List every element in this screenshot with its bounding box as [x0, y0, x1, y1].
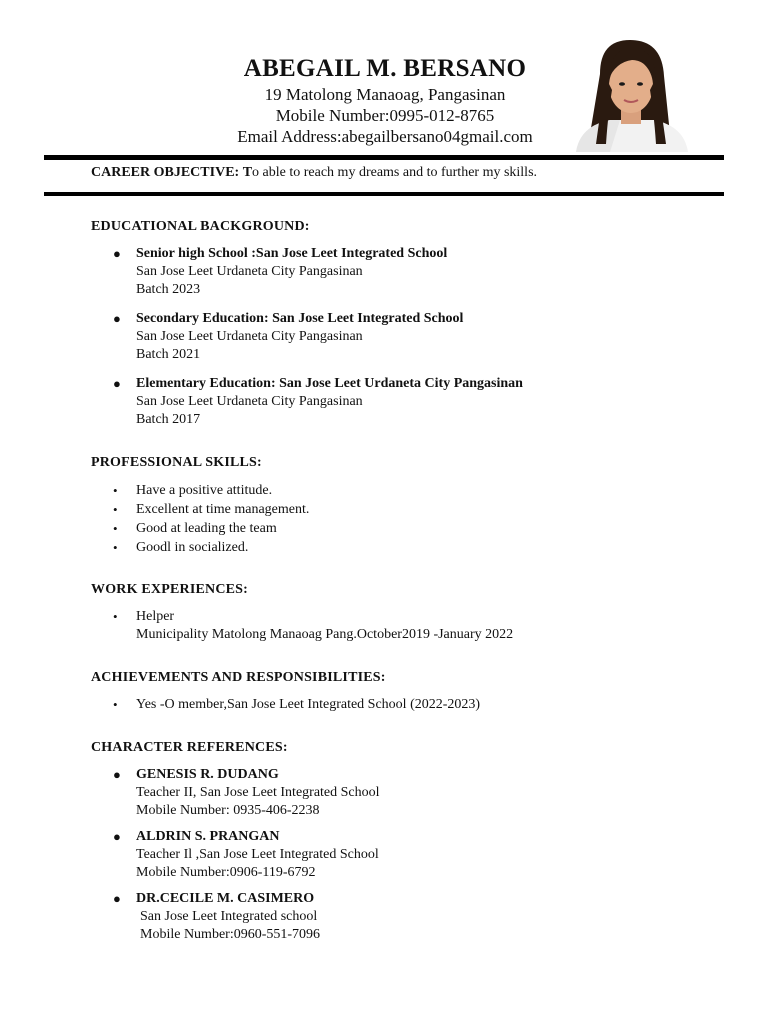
- education-list: [113, 245, 713, 440]
- education-location: San Jose Leet Urdaneta City Pangasinan: [136, 329, 363, 344]
- list-item: [113, 608, 713, 644]
- education-heading: Secondary Education: San Jose Leet Integrated School: [136, 311, 464, 326]
- reference-line2: Mobile Number:0906-119-6792: [136, 865, 316, 880]
- applicant-name: ABEGAIL M. BERSANO: [243, 55, 527, 82]
- list-item: [113, 890, 713, 944]
- objective-label: CAREER OBJECTIVE:: [91, 165, 240, 180]
- list-item: • Have a positive attitude.: [113, 483, 273, 498]
- reference-line1: Teacher II, San Jose Leet Integrated School: [136, 785, 380, 800]
- list-item: • Excellent at time management.: [113, 502, 310, 517]
- portrait-image: [570, 34, 694, 152]
- bullet-icon: ●: [113, 829, 121, 844]
- skills-title: PROFESSIONAL SKILLS:: [91, 455, 262, 470]
- objective-first-letter: T: [242, 165, 253, 180]
- list-item: [113, 310, 713, 364]
- list-item: • Yes -O member,San Jose Leet Integrated School (2022-2023): [113, 697, 481, 712]
- reference-line1: San Jose Leet Integrated school: [140, 909, 318, 924]
- references-title: CHARACTER REFERENCES:: [91, 740, 288, 755]
- bullet-icon: •: [113, 502, 118, 517]
- work-detail: Municipality Matolong Manaoag Pang.October2019 -January 2022: [136, 627, 514, 642]
- reference-line2: Mobile Number: 0935-406-2238: [136, 803, 320, 818]
- reference-name: GENESIS R. DUDANG: [136, 767, 279, 782]
- mobile-number: Mobile Number:0995-012-8765: [275, 106, 495, 125]
- bullet-icon: ●: [113, 311, 121, 326]
- address: 19 Matolong Manaoag, Pangasinan: [264, 85, 506, 104]
- achievements-title: ACHIEVEMENTS AND RESPONSIBILITIES:: [91, 670, 386, 685]
- skills-list: [113, 481, 713, 557]
- references-list: [113, 766, 713, 952]
- profile-photo: [570, 34, 694, 152]
- bottom-divider: [44, 192, 724, 196]
- bullet-icon: •: [113, 609, 118, 624]
- education-location: San Jose Leet Urdaneta City Pangasinan: [136, 394, 363, 409]
- list-item: [113, 245, 713, 299]
- bullet-icon: ●: [113, 767, 121, 782]
- reference-name: ALDRIN S. PRANGAN: [136, 829, 280, 844]
- education-location: San Jose Leet Urdaneta City Pangasinan: [136, 264, 363, 279]
- education-batch: Batch 2021: [136, 347, 201, 362]
- reference-line1: Teacher Il ,San Jose Leet Integrated School: [136, 847, 379, 862]
- bullet-icon: •: [113, 521, 118, 536]
- top-divider: [44, 155, 724, 160]
- bullet-icon: •: [113, 540, 118, 555]
- list-item: • Goodl in socialized.: [113, 540, 249, 555]
- work-role: Helper: [136, 609, 175, 624]
- list-item: • Good at leading the team: [113, 521, 277, 536]
- work-title: WORK EXPERIENCES:: [91, 582, 249, 597]
- reference-name: DR.CECILE M. CASIMERO: [136, 891, 315, 906]
- education-batch: Batch 2023: [136, 282, 201, 297]
- bullet-icon: •: [113, 697, 118, 712]
- career-objective: [91, 164, 731, 182]
- education-heading: Elementary Education: San Jose Leet Urdaneta City Pangasinan: [136, 376, 523, 391]
- reference-line2: Mobile Number:0960-551-7096: [140, 927, 321, 942]
- education-batch: Batch 2017: [136, 412, 201, 427]
- email-address: Email Address:abegailbersano04gmail.com: [237, 127, 533, 146]
- achievements-list: [113, 696, 713, 714]
- list-item: [113, 375, 713, 429]
- education-title: EDUCATIONAL BACKGROUND:: [91, 219, 310, 234]
- objective-text: o able to reach my dreams and to further my skills.: [252, 165, 538, 180]
- list-item: [113, 766, 713, 820]
- work-list: [113, 608, 713, 644]
- bullet-icon: ●: [113, 891, 121, 906]
- bullet-icon: •: [113, 483, 118, 498]
- education-heading: Senior high School :San Jose Leet Integrated School: [136, 246, 448, 261]
- bullet-icon: ●: [113, 246, 121, 261]
- bullet-icon: ●: [113, 376, 121, 391]
- list-item: [113, 828, 713, 882]
